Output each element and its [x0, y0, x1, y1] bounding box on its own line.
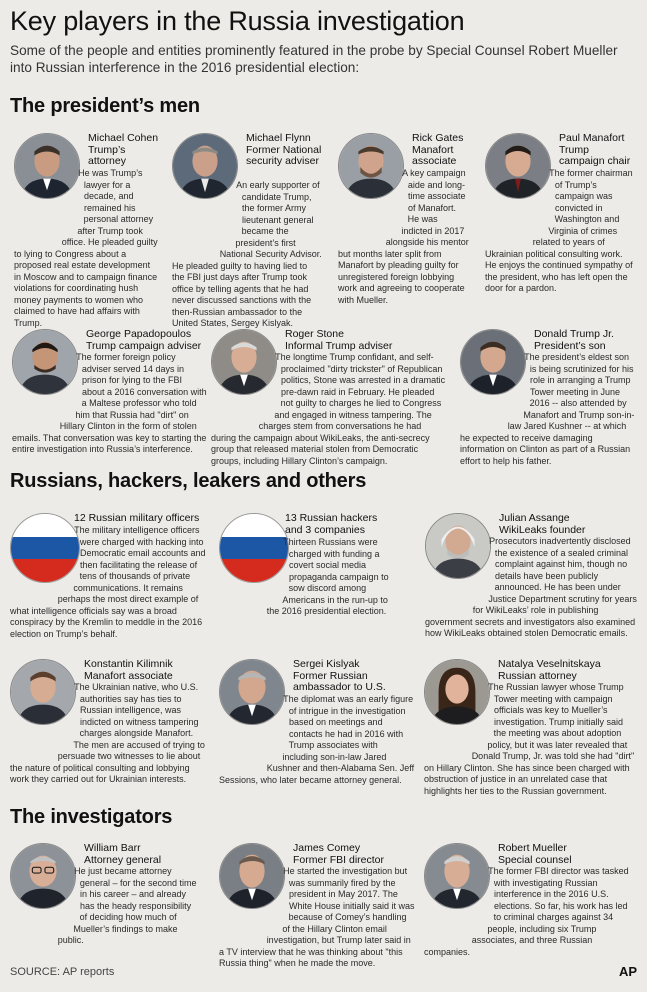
desc-kilimnik: The Ukrainian native, who U.S. authorities say has ties to Russian intelligence, was indicted on witness tampering charges alongside Manafort. The men are accused of trying to persuade two witnesses to lie about the nature of political consulting and lobbying work they carried out for Ukrainian interests. — [10, 682, 205, 784]
desc-hackers: Thirteen Russians were charged with funding a covert social media propaganda campaign to sow discord among Americans in the run-up to the 2016 presidential election. — [266, 537, 389, 616]
name-trumpjr: Donald Trump Jr. President’s son — [534, 328, 614, 352]
name-flynn: Michael Flynn Former National security adviser — [246, 132, 322, 168]
name-papadopoulos: George Papadopoulos Trump campaign adviser — [86, 328, 202, 352]
name-cohen: Michael Cohen Trump’s attorney — [88, 132, 159, 168]
section-heading-presidents-men: The president’s men — [10, 95, 200, 117]
name-kilimnik: Konstantin Kilimnik Manafort associate — [84, 658, 173, 682]
desc-barr: He just became attorney general – for the second time in his career – and already has the heady responsibility of deciding how much of Mueller’s findings to make public. — [57, 866, 197, 945]
name-gates: Rick Gates Manafort associate — [412, 132, 464, 168]
name-assange: Julian Assange WikiLeaks founder — [499, 512, 586, 536]
ap-logo: AP — [618, 964, 637, 979]
desc-cohen: He was Trump’s lawyer for a decade, and remained his personal attorney after Trump took office. He pleaded guilty to lying to Congress about a proposed real estate development in Moscow and to campaign finance violations for coordinating hush money payments to women who claimed to have had affairs with Trump. — [14, 168, 158, 328]
name-military: 12 Russian military officers — [74, 512, 200, 524]
name-manafort: Paul Manafort Trump campaign chair — [559, 132, 631, 168]
name-kislyak: Sergei Kislyak Former Russian ambassador to U.S. — [293, 658, 386, 694]
desc-mueller: The former FBI director was tasked with investigating Russian interference in the 2016 U.S. elections. So far, his work has led to criminal charges against 34 people, including six Trump associates, and three Russian companies. — [424, 866, 629, 957]
desc-trumpjr: The president’s eldest son is being scrutinized for his role in arranging a Trump Tower meeting in June 2016 -- also attended by Manafort and Trump son-in-law Jared Kushner -- at which he expected to receive damaging information on Clinton as part of a Russian effort to help his father. — [460, 352, 635, 466]
name-mueller: Robert Mueller Special counsel — [498, 842, 572, 866]
desc-assange: Prosecutors inadvertently disclosed the existence of a sealed criminal complaint against him, though no details have been publicly announced. He has been under Justice Department scrutiny for years for WikiLeaks’ role in publishing government secrets and investigators also examined how WikiLeaks obtained stolen Democratic emails. — [425, 536, 637, 638]
name-hackers: 13 Russian hackers and 3 companies — [285, 512, 378, 536]
desc-comey: He started the investigation but was summarily fired by the president in May 2017. The White House initially said it was because of Comey’s handling of the Hillary Clinton email investigation, but Trump later said in a TV interview that he was thinking about "this Russia thing" when he made the move. — [219, 866, 415, 968]
section-heading-investigators: The investigators — [10, 806, 173, 828]
desc-flynn: An early supporter of candidate Trump, the former Army lieutenant general became the president’s first National Security Advisor. He pleaded guilty to having lied to the FBI just days after Trump took office by telling agents that he had never discussed sanctions with the then-Russian ambassador to the United States, Sergey Kislyak. — [172, 180, 322, 328]
section-heading-russians: Russians, hackers, leakers and others — [10, 470, 367, 492]
name-comey: James Comey Former FBI director — [293, 842, 385, 866]
desc-kislyak: The diplomat was an early figure of intrigue in the investigation based on meetings and contacts he had in 2016 with Trump associates with including son-in-law Jared Kushner and then-Alabama Sen. Jeff Sessions, who later became attorney general. — [219, 694, 415, 785]
page-subtitle: Some of the people and entities prominently featured in the probe by Special Counsel Robert Mueller into Russian interference in the 2016 presidential election: — [10, 43, 618, 75]
source-credit: SOURCE: AP reports — [10, 966, 115, 978]
name-barr: William Barr Attorney general — [84, 842, 162, 866]
desc-veselnitskaya: The Russian lawyer whose Trump Tower meeting with campaign officials was key to Mueller’s investigation. Trump initially said the meeting was about adoption policy, but it was later revealed that Donald Trump, Jr. was told she had "dirt" on Hillary Clinton. She has since been charged with obstruction of justice in an unrelated case that highlights her ties to the Russian government. — [424, 682, 635, 796]
desc-stone: The longtime Trump confidant, and self-proclaimed "dirty trickster" of Republican politics, Stone was arrested in a dramatic pre-dawn raid in February. He pleaded not guilty to charges he lied to Congress and engaged in witness tampering. The charges stem from conversations he had during the campaign about WikiLeaks, the anti-secrecy group that released material stolen from Democratic groups, including Hillary Clinton’s campaign. — [211, 352, 446, 466]
page-title: Key players in the Russia investigation — [10, 6, 465, 36]
desc-papadopoulos: The former foreign policy adviser served 14 days in prison for lying to the FBI about a 2016 conversation with a Maltese professor who told him that Russia had "dirt" on Hillary Clinton in the form of stolen emails. That conversation was key to starting the entire investigation into Russia’s interference. — [12, 352, 207, 454]
desc-military: The military intelligence officers were charged with hacking into Democratic email accounts and then facilitating the release of tens of thousands of private communications. It remains perhaps the most direct example of what intelligence officials say was a broad conspiracy by the Kremlin to meddle in the 2016 election on Trump’s behalf. — [10, 525, 206, 639]
name-stone: Roger Stone Informal Trump adviser — [285, 328, 393, 352]
desc-manafort: The former chairman of Trump’s campaign was convicted in Washington and Virginia of crimes related to years of Ukrainian political consulting work. He enjoys the continued sympathy of the president, who has left open the door for a pardon. — [485, 168, 633, 293]
name-veselnitskaya: Natalya Veselnitskaya Russian attorney — [498, 658, 601, 682]
desc-gates: A key campaign aide and long-time associate of Manafort. He was indicted in 2017 alongside his mentor but months later split from Manafort by pleading guilty for unregistered foreign lobbying work and agreeing to cooperate with Mueller. — [338, 168, 469, 305]
